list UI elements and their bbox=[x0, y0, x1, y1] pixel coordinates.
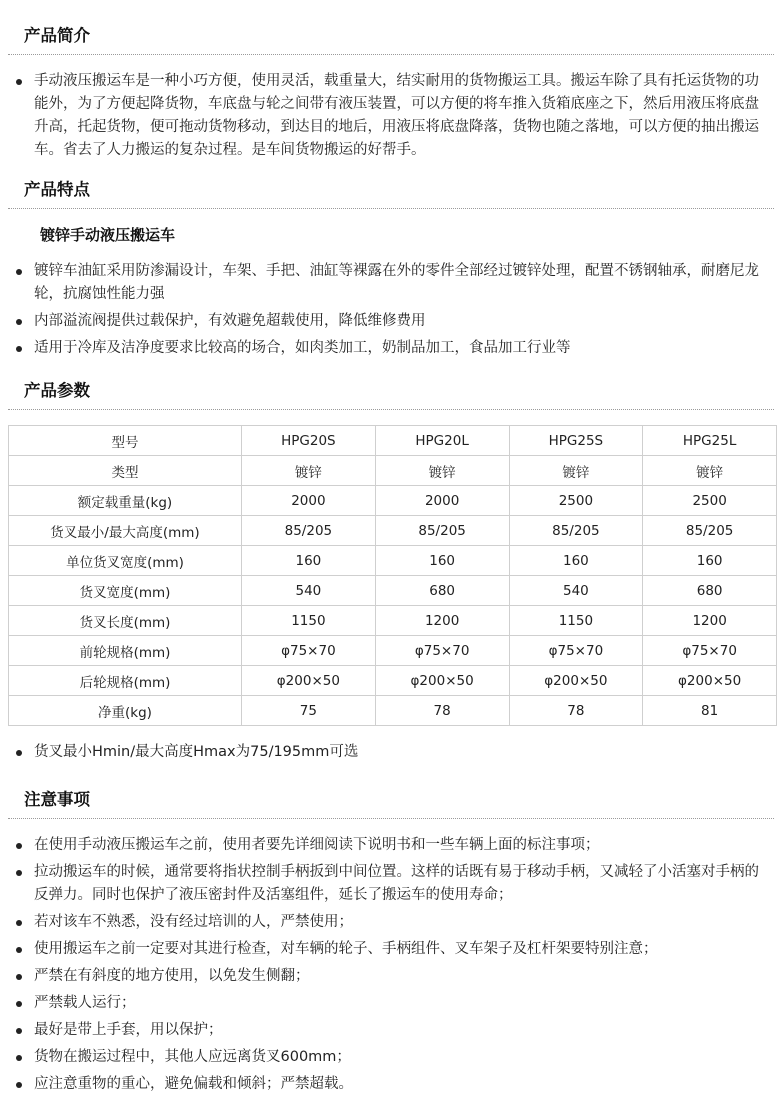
table-cell: HPG20L bbox=[375, 426, 509, 456]
notice-item: 拉动搬运车的时候，通常要将指状控制手柄扳到中间位置。这样的话既有易于移动手柄，又减轻了小活塞对手柄的反弹力。同时也保护了液压密封件及活塞组件，延长了搬运车的使用寿命； bbox=[12, 861, 772, 907]
table-row bbox=[9, 456, 777, 486]
notice-item: 最好是带上手套，用以保护； bbox=[12, 1019, 772, 1042]
table-cell: 540 bbox=[509, 576, 643, 606]
features-subtitle: 镀锌手动液压搬运车 bbox=[40, 226, 176, 244]
table-cell: 2500 bbox=[643, 486, 777, 516]
table-cell: 镀锌 bbox=[375, 456, 509, 486]
table-row bbox=[9, 576, 777, 606]
features-section-header bbox=[8, 178, 774, 209]
notice-section-header bbox=[8, 788, 774, 819]
table-cell: 镀锌 bbox=[643, 456, 777, 486]
table-cell: 160 bbox=[643, 546, 777, 576]
table-row bbox=[9, 696, 777, 726]
notice-item: 在使用手动液压搬运车之前，使用者要先详细阅读下说明书和一些车辆上面的标注事项； bbox=[12, 834, 772, 857]
table-cell: 680 bbox=[643, 576, 777, 606]
table-cell: 75 bbox=[242, 696, 376, 726]
table-cell: φ200×50 bbox=[242, 666, 376, 696]
table-row-label: 货叉宽度(mm) bbox=[9, 576, 242, 606]
table-cell: 镀锌 bbox=[242, 456, 376, 486]
table-cell: φ200×50 bbox=[509, 666, 643, 696]
table-row bbox=[9, 666, 777, 696]
table-row-label: 货叉长度(mm) bbox=[9, 606, 242, 636]
notice-list bbox=[12, 834, 772, 1100]
notice-item: 使用搬运车之前一定要对其进行检查，对车辆的轮子、手柄组件、叉车架子及杠杆架要特别注意； bbox=[12, 938, 772, 961]
table-cell: 85/205 bbox=[643, 516, 777, 546]
table-cell: 85/205 bbox=[242, 516, 376, 546]
features-title: 产品特点 bbox=[24, 180, 90, 199]
table-cell: 81 bbox=[643, 696, 777, 726]
table-row-label: 后轮规格(mm) bbox=[9, 666, 242, 696]
table-cell: 680 bbox=[375, 576, 509, 606]
table-cell: 1150 bbox=[242, 606, 376, 636]
table-cell: 1200 bbox=[643, 606, 777, 636]
table-cell: φ75×70 bbox=[375, 636, 509, 666]
notice-item: 严禁载人运行； bbox=[12, 992, 772, 1015]
params-table bbox=[8, 425, 777, 726]
feature-item: 镀锌车油缸采用防渗漏设计，车架、手把、油缸等裸露在外的零件全部经过镀锌处理，配置不锈钢轴承，耐磨尼龙轮，抗腐蚀性能力强 bbox=[12, 260, 772, 306]
params-section-header bbox=[8, 379, 774, 410]
table-row-label: 单位货叉宽度(mm) bbox=[9, 546, 242, 576]
table-cell: 2000 bbox=[375, 486, 509, 516]
table-cell: 2500 bbox=[509, 486, 643, 516]
table-row bbox=[9, 546, 777, 576]
table-row-label: 型号 bbox=[9, 426, 242, 456]
table-cell: HPG25S bbox=[509, 426, 643, 456]
table-row-label: 额定载重量(kg) bbox=[9, 486, 242, 516]
table-row bbox=[9, 606, 777, 636]
table-row-label: 货叉最小/最大高度(mm) bbox=[9, 516, 242, 546]
params-note-list bbox=[12, 741, 772, 768]
table-cell: 540 bbox=[242, 576, 376, 606]
table-cell: 160 bbox=[375, 546, 509, 576]
intro-list bbox=[12, 70, 772, 166]
table-row-label: 前轮规格(mm) bbox=[9, 636, 242, 666]
table-row bbox=[9, 516, 777, 546]
table-cell: φ200×50 bbox=[375, 666, 509, 696]
intro-title: 产品简介 bbox=[24, 26, 90, 45]
table-cell: 78 bbox=[375, 696, 509, 726]
table-cell: φ75×70 bbox=[643, 636, 777, 666]
notice-title: 注意事项 bbox=[24, 790, 90, 809]
table-cell: 1150 bbox=[509, 606, 643, 636]
features-list bbox=[12, 260, 772, 364]
params-title: 产品参数 bbox=[24, 381, 90, 400]
table-cell: φ200×50 bbox=[643, 666, 777, 696]
intro-item: 手动液压搬运车是一种小巧方便，使用灵活，载重量大，结实耐用的货物搬运工具。搬运车除了具有托运货物的功能外，为了方便起降货物，车底盘与轮之间带有液压装置，可以方便的将车推入货箱底座之下，然后用液压将底盘升高，托起货物，便可拖动货物移动，到达目的地后，用液压将底盘降落，货物也随之落地，可以方便的抽出搬运车。省去了人力搬运的复杂过程。是车间货物搬运的好帮手。 bbox=[12, 70, 772, 162]
notice-item: 应注意重物的重心，避免偏载和倾斜；严禁超载。 bbox=[12, 1073, 772, 1096]
feature-item: 内部溢流阀提供过载保护，有效避免超载使用，降低维修费用 bbox=[12, 310, 772, 333]
table-cell: 160 bbox=[242, 546, 376, 576]
table-cell: HPG20S bbox=[242, 426, 376, 456]
notice-item: 货物在搬运过程中，其他人应远离货叉600mm； bbox=[12, 1046, 772, 1069]
table-cell: 85/205 bbox=[375, 516, 509, 546]
table-cell: 78 bbox=[509, 696, 643, 726]
table-cell: HPG25L bbox=[643, 426, 777, 456]
table-cell: 85/205 bbox=[509, 516, 643, 546]
notice-item: 严禁在有斜度的地方使用，以免发生侧翻； bbox=[12, 965, 772, 988]
table-row-label: 净重(kg) bbox=[9, 696, 242, 726]
table-header-row bbox=[9, 426, 777, 456]
intro-section-header bbox=[8, 24, 774, 55]
table-cell: 1200 bbox=[375, 606, 509, 636]
table-cell: 160 bbox=[509, 546, 643, 576]
table-cell: 2000 bbox=[242, 486, 376, 516]
feature-item: 适用于冷库及洁净度要求比较高的场合，如肉类加工，奶制品加工，食品加工行业等 bbox=[12, 337, 772, 360]
params-note: 货叉最小Hmin/最大高度Hmax为75/195mm可选 bbox=[12, 741, 772, 764]
table-cell: φ75×70 bbox=[509, 636, 643, 666]
table-row-label: 类型 bbox=[9, 456, 242, 486]
table-cell: 镀锌 bbox=[509, 456, 643, 486]
table-row bbox=[9, 636, 777, 666]
table-row bbox=[9, 486, 777, 516]
notice-item: 若对该车不熟悉，没有经过培训的人，严禁使用； bbox=[12, 911, 772, 934]
table-cell: φ75×70 bbox=[242, 636, 376, 666]
